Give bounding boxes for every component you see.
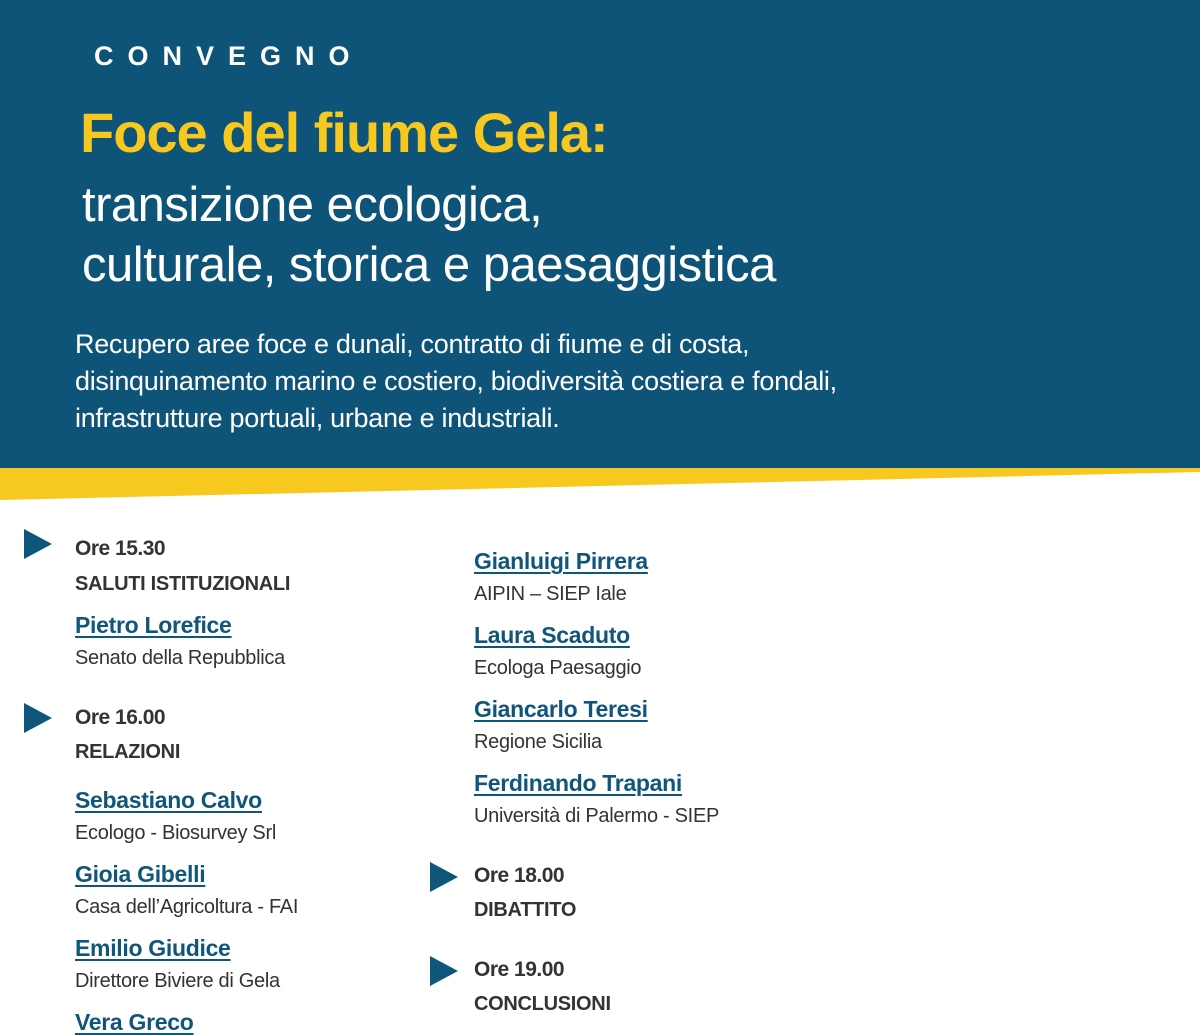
speaker-name-link[interactable]: Emilio Giudice: [75, 935, 231, 961]
speaker-name-link[interactable]: Vera Greco: [75, 1009, 194, 1035]
speaker-name-link[interactable]: Laura Scaduto: [474, 622, 630, 648]
section-heading: RELAZIONI: [75, 741, 181, 763]
speaker-name-link[interactable]: Ferdinando Trapani: [474, 770, 683, 796]
subtitle-line: culturale, storica e paesaggistica: [82, 238, 776, 292]
event-subtitle: [82, 175, 776, 295]
section-heading: SALUTI ISTITUZIONALI: [75, 573, 291, 595]
speaker-name-link[interactable]: Pietro Lorefice: [75, 612, 232, 638]
play-marker-icon: [24, 529, 52, 559]
speaker-affiliation: Ecologa Paesaggio: [474, 657, 642, 679]
speaker-affiliation: Direttore Biviere di Gela: [75, 970, 280, 992]
header-yellow-stripe: [0, 468, 1200, 500]
speaker-name-link[interactable]: Gianluigi Pirrera: [474, 548, 648, 574]
speaker-name-link[interactable]: Sebastiano Calvo: [75, 787, 262, 813]
time-slot: Ore 18.00: [474, 864, 565, 887]
event-description: [75, 326, 837, 437]
play-marker-icon: [430, 862, 458, 892]
section-heading: CONCLUSIONI: [474, 993, 611, 1015]
header-banner: [0, 0, 1200, 500]
subtitle-line: transizione ecologica,: [82, 178, 543, 232]
speaker-affiliation: Università di Palermo - SIEP: [474, 805, 720, 827]
time-slot: Ore 16.00: [75, 706, 166, 729]
play-marker-icon: [430, 956, 458, 986]
event-title: Foce del fiume Gela:: [80, 101, 608, 164]
speaker-affiliation: Ecologo - Biosurvey Srl: [75, 822, 276, 844]
speaker-name-link[interactable]: Giancarlo Teresi: [474, 696, 648, 722]
time-slot: Ore 19.00: [474, 958, 565, 981]
speaker-affiliation: Senato della Repubblica: [75, 647, 285, 669]
speaker-name-link[interactable]: Gioia Gibelli: [75, 861, 206, 887]
speaker-affiliation: Regione Sicilia: [474, 731, 602, 753]
time-slot: Ore 15.30: [75, 537, 166, 560]
event-type-label: CONVEGNO: [94, 41, 364, 71]
description-line: disinquinamento marino e costiero, biodiversità costiera e fondali,: [75, 366, 837, 396]
speaker-affiliation: Casa dell’Agricoltura - FAI: [75, 896, 299, 918]
section-heading: DIBATTITO: [474, 899, 577, 921]
speaker-affiliation: AIPIN – SIEP Iale: [474, 583, 627, 605]
description-line: infrastrutture portuali, urbane e industriali.: [75, 403, 560, 433]
play-marker-icon: [24, 703, 52, 733]
description-line: Recupero aree foce e dunali, contratto di fiume e di costa,: [75, 329, 750, 359]
